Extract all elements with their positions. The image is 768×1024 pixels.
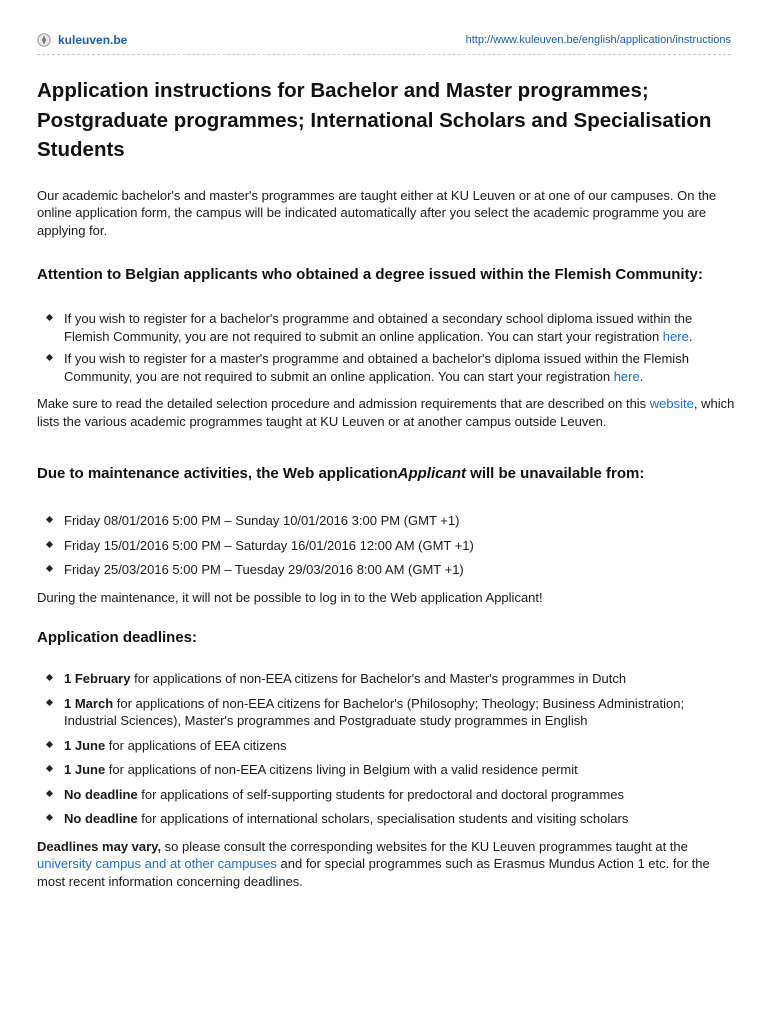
list-item: [37, 561, 737, 579]
deadlines-note-text: so please consult the corresponding websites for the KU Leuven programmes taught at the: [161, 838, 688, 854]
belgian-heading: Attention to Belgian applicants who obtained a degree issued within the Flemish Community:: [37, 266, 703, 283]
deadline-text: for applications of self-supporting students for predoctoral and doctoral programmes: [137, 786, 625, 802]
maintenance-heading-em: Applicant: [397, 465, 466, 482]
maintenance-heading-end: will be unavailable from:: [465, 465, 645, 482]
bullet-icon: [46, 314, 53, 321]
list-item: [37, 810, 737, 828]
list-item: [37, 761, 737, 779]
deadline-text: for applications of non-EEA citizens for Bachelor's and Master's programmes in Dutch: [130, 671, 627, 686]
maintenance-window: Friday 08/01/2016 5:00 PM – Sunday 10/01/2016 3:00 PM (GMT +1): [64, 513, 460, 528]
maintenance-window: Friday 15/01/2016 5:00 PM – Saturday 16/01/2016 12:00 AM (GMT +1): [64, 537, 474, 553]
deadline-date: 1 June: [64, 737, 106, 753]
page-title: Application instructions for Bachelor and Master programmes; Postgraduate programmes; International Scholars and Specialisation Students: [37, 79, 712, 161]
bullet-icon: [46, 698, 53, 705]
deadline-date: No deadline: [64, 811, 138, 826]
maintenance-note: During the maintenance, it will not be possible to log in to the Web application Applicant!: [37, 589, 543, 605]
deadlines-note-end: and for special programmes such as Erasmus Mundus Action 1 etc. for the most recent information concerning deadlines.: [37, 856, 710, 889]
maintenance-window: Friday 25/03/2016 5:00 PM – Tuesday 29/03/2016 8:00 AM (GMT +1): [64, 562, 464, 577]
bullet-icon: [46, 565, 53, 572]
note-text-end: , which lists the various academic programmes taught at KU Leuven or at another campus outside Leuven.: [37, 396, 735, 429]
bullet-icon: [46, 814, 53, 821]
deadline-text: for applications of EEA citizens: [105, 737, 287, 753]
list-item: [37, 670, 737, 688]
bullet-icon: [46, 740, 53, 747]
bullet-icon: [46, 516, 53, 523]
campus-link[interactable]: university campus and at other campuses: [37, 856, 277, 871]
kuleuven-logo-icon: [37, 33, 51, 47]
list-item-text: If you wish to register for a bachelor's programme and obtained a secondary school diploma issued within the Flemish Community, you are not required to submit an online application. You can start your registration: [64, 311, 693, 344]
list-item: [37, 310, 737, 345]
list-item-end: .: [688, 328, 693, 344]
deadline-text: for applications of international scholars, specialisation students and visiting scholars: [137, 811, 629, 826]
deadline-date: 1 June: [64, 762, 106, 777]
bullet-icon: [46, 674, 53, 681]
deadline-text: for applications of non-EEA citizens living in Belgium with a valid residence permit: [105, 762, 578, 777]
bachelor-registration-link[interactable]: here: [662, 328, 689, 344]
bullet-icon: [46, 540, 53, 547]
website-link[interactable]: website: [649, 396, 694, 411]
admission-note: [37, 395, 737, 430]
list-item: [37, 737, 737, 755]
bullet-icon: [46, 354, 53, 361]
deadlines-list: [37, 670, 737, 828]
deadline-date: 1 February: [64, 671, 131, 686]
article: [37, 76, 737, 890]
maintenance-list: [37, 512, 737, 579]
maintenance-heading-text: Due to maintenance activities, the Web application: [37, 465, 398, 482]
list-item-text: If you wish to register for a master's programme and obtained a bachelor's diploma issued within the Flemish Community, you are not required to submit an online application. You can start your registration: [64, 351, 689, 384]
note-text: Make sure to read the detailed selection procedure and admission requirements that are described on this: [37, 396, 650, 411]
maintenance-heading: [37, 463, 737, 484]
bullet-icon: [46, 789, 53, 796]
master-registration-link[interactable]: here: [613, 368, 640, 384]
deadline-text: for applications of non-EEA citizens for Bachelor's (Philosophy; Theology; Business Administration; Industrial Sciences), Master's programmes and Postgraduate study programmes in English: [64, 695, 685, 728]
list-item: [37, 350, 737, 385]
page-url[interactable]: http://www.kuleuven.be/english/application/instructions: [465, 34, 731, 46]
deadline-date: 1 March: [64, 695, 114, 711]
site-name: kuleuven.be: [58, 33, 128, 47]
list-item: [37, 695, 737, 730]
list-item: [37, 537, 737, 555]
page-header: [37, 30, 731, 55]
deadline-date: No deadline: [64, 786, 138, 802]
belgian-list: [37, 310, 737, 385]
list-item: [37, 512, 737, 530]
list-item: [37, 786, 737, 804]
list-item-end: .: [639, 368, 644, 384]
site-link[interactable]: [37, 33, 127, 47]
intro-paragraph: Our academic bachelor's and master's programmes are taught either at KU Leuven or at one of our campuses. On the online application form, the campus will be indicated automatically after you select the academic programme you are applying for.: [37, 187, 717, 238]
deadlines-note: [37, 838, 737, 891]
deadlines-note-bold: Deadlines may vary,: [37, 838, 162, 854]
bullet-icon: [46, 765, 53, 772]
deadlines-heading: Application deadlines:: [37, 629, 198, 646]
